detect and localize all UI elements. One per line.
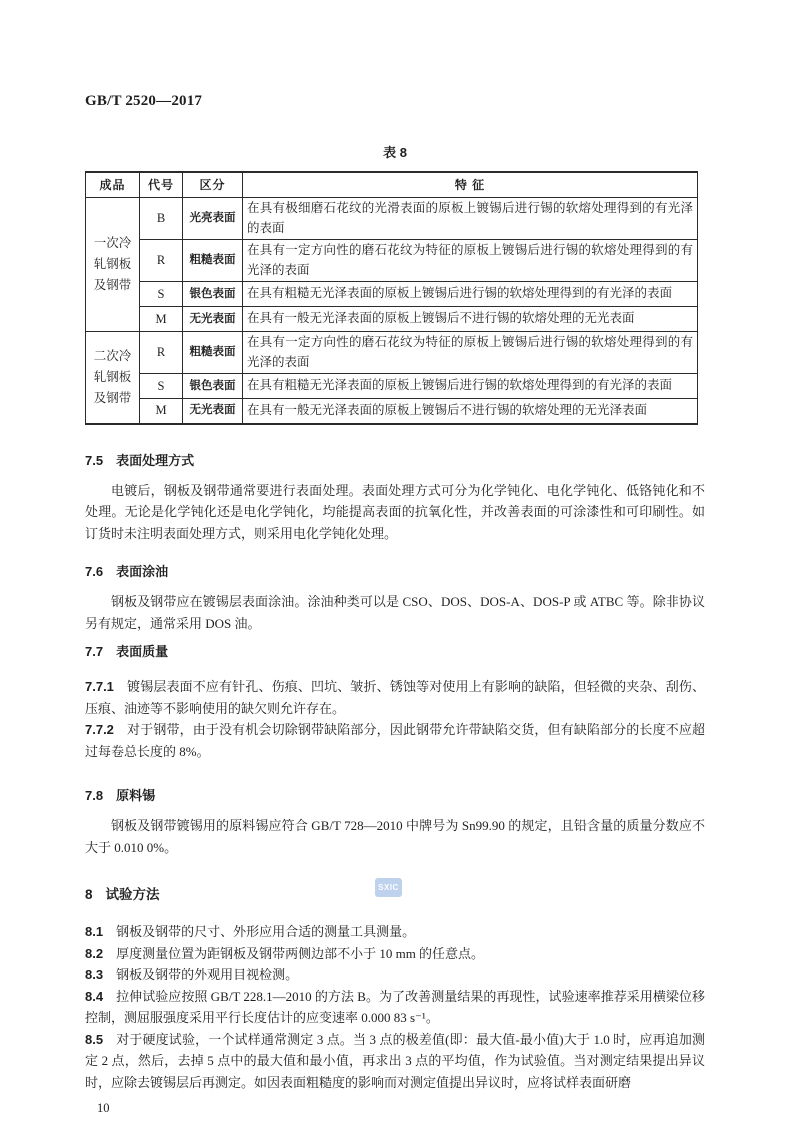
clause-8-2 [85, 943, 705, 965]
clause-text: 对于钢带，由于没有机会切除钢带缺陷部分，因此钢带允许带缺陷交货，但有缺陷部分的长度不应超过每卷总长度的 8%。 [85, 722, 705, 759]
section-number: 8 [85, 887, 93, 902]
surface-finish-table [85, 171, 698, 425]
feature-cell: 在具有一定方向性的磨石花纹为特征的原板上镀锡后进行锡的软熔处理得到的有光泽的表面 [243, 240, 698, 282]
clause-number: 8.3 [85, 967, 104, 982]
table-row [86, 307, 698, 332]
category-cell: 光亮表面 [183, 198, 243, 240]
category-cell: 银色表面 [183, 374, 243, 399]
table-row [86, 240, 698, 282]
section-title: 表面质量 [116, 644, 169, 659]
clause-8-3 [85, 964, 705, 986]
clause-text: 对于硬度试验，一个试样通常测定 3 点。当 3 点的极差值(即：最大值-最小值)大于 1.0 时，应再追加测定 2 点，然后，去掉 5 点中的最大值和最小值，再求出 3 点的平均值，作为试验值。当对测定结果提出异议时，应除去镀锡层后再测定。如因表面粗糙度的影响而对测定值提出异议时，应将试样表面研磨 [85, 1031, 705, 1090]
table-header-row [86, 172, 698, 198]
clause-text: 厚度测量位置为距钢板及钢带两侧边部不小于 10 mm 的任意点。 [116, 945, 485, 961]
code-cell: S [140, 282, 183, 307]
column-header-code: 代号 [140, 172, 183, 198]
page-number: 10 [97, 1101, 110, 1115]
feature-cell: 在具有粗糙无光泽表面的原板上镀锡后进行锡的软熔处理得到的有光泽的表面 [243, 282, 698, 307]
code-cell: R [140, 332, 183, 374]
product-group-2: 二次冷轧钢板及钢带 [86, 332, 140, 424]
section-heading-7-6 [85, 564, 705, 579]
clause-text: 镀锡层表面不应有针孔、伤痕、凹坑、皱折、锈蚀等对使用上有影响的缺陷，但轻微的夹杂、刮伤、压痕、油迹等不影响使用的缺欠则允许存在。 [85, 679, 705, 716]
table-row [86, 282, 698, 307]
section-number: 7.5 [85, 452, 104, 468]
section-title: 原料锡 [116, 788, 156, 803]
clause-text: 拉伸试验应按照 GB/T 228.1—2010 的方法 B。为了改善测量结果的再现性，试验速率推荐采用横梁位移控制，测屈服强度采用平行长度估计的应变速率 0.000 83 s⁻¹。 [85, 988, 705, 1025]
column-header-feature: 特 征 [243, 172, 698, 198]
category-cell: 粗糙表面 [183, 332, 243, 374]
feature-cell: 在具有极细磨石花纹的光滑表面的原板上镀锡后进行锡的软熔处理得到的有光泽的表面 [243, 198, 698, 240]
code-cell: R [140, 240, 183, 282]
section-title: 试验方法 [105, 887, 160, 902]
section-heading-7-7 [85, 644, 705, 659]
clause-number: 8.2 [85, 945, 104, 961]
code-cell: M [140, 307, 183, 332]
section-title: 表面涂油 [116, 564, 169, 579]
category-cell: 粗糙表面 [183, 240, 243, 282]
section-body-7-5: 电镀后，钢板及钢带通常要进行表面处理。表面处理方式可分为化学钝化、电化学钝化、低铬钝化和不处理。无论是化学钝化还是电化学钝化，均能提高表面的抗氧化性，并改善表面的可涂漆性和可印刷性。如订货时未注明表面处理方式，则采用电化学钝化处理。 [85, 482, 705, 541]
section-clauses-7-7 [85, 676, 705, 762]
code-cell: S [140, 374, 183, 399]
section-number: 7.6 [85, 564, 104, 579]
clause-7-7-1 [85, 676, 705, 719]
clause-text: 钢板及钢带的尺寸、外形应用合适的测量工具测量。 [116, 924, 416, 939]
feature-cell: 在具有一般无光泽表面的原板上镀锡后不进行锡的软熔处理的无光泽表面 [243, 399, 698, 424]
category-cell: 银色表面 [183, 282, 243, 307]
product-group-1: 一次冷轧钢板及钢带 [86, 198, 140, 332]
section-body-7-8: 钢板及钢带镀锡用的原料锡应符合 GB/T 728—2010 中牌号为 Sn99.90 的规定，且铅含量的质量分数应不大于 0.010 0%。 [85, 818, 705, 855]
column-header-product: 成品 [86, 172, 140, 198]
column-header-category: 区分 [183, 172, 243, 198]
table-row [86, 198, 698, 240]
clause-number: 8.4 [85, 988, 104, 1004]
clause-8-5 [85, 1029, 705, 1094]
watermark-badge: SXIC [375, 878, 402, 897]
clause-text: 钢板及钢带的外观用目视检测。 [116, 967, 299, 982]
table-caption: 表 8 [383, 145, 407, 160]
clause-number: 7.7.2 [85, 722, 114, 737]
clause-8-1 [85, 921, 705, 943]
section-number: 7.7 [85, 644, 104, 659]
section-clauses-8 [85, 921, 705, 1093]
feature-cell: 在具有一般无光泽表面的原板上镀锡后不进行锡的软熔处理的无光表面 [243, 307, 698, 332]
clause-number: 7.7.1 [85, 679, 114, 694]
standard-number: GB/T 2520—2017 [85, 93, 203, 109]
clause-number: 8.1 [85, 924, 104, 939]
clause-8-4 [85, 986, 705, 1029]
table-row [86, 374, 698, 399]
category-cell: 无光表面 [183, 307, 243, 332]
section-number: 7.8 [85, 788, 104, 803]
section-heading-7-8 [85, 788, 705, 803]
code-cell: B [140, 198, 183, 240]
page-content [85, 0, 705, 1120]
code-cell: M [140, 399, 183, 424]
clause-number: 8.5 [85, 1031, 104, 1047]
section-title: 表面处理方式 [116, 452, 195, 468]
category-cell: 无光表面 [183, 399, 243, 424]
feature-cell: 在具有一定方向性的磨石花纹为特征的原板上镀锡后进行锡的软熔处理得到的有光泽的表面 [243, 332, 698, 374]
section-body-7-6: 钢板及钢带应在镀锡层表面涂油。涂油种类可以是 CSO、DOS、DOS-A、DOS-P 或 ATBC 等。除非协议另有规定，通常采用 DOS 油。 [85, 594, 705, 631]
feature-cell: 在具有粗糙无光泽表面的原板上镀锡后进行锡的软熔处理得到的有光泽的表面 [243, 374, 698, 399]
section-heading-7-5 [85, 453, 705, 468]
table-row [86, 332, 698, 374]
table-row [86, 399, 698, 424]
clause-7-7-2 [85, 719, 705, 762]
